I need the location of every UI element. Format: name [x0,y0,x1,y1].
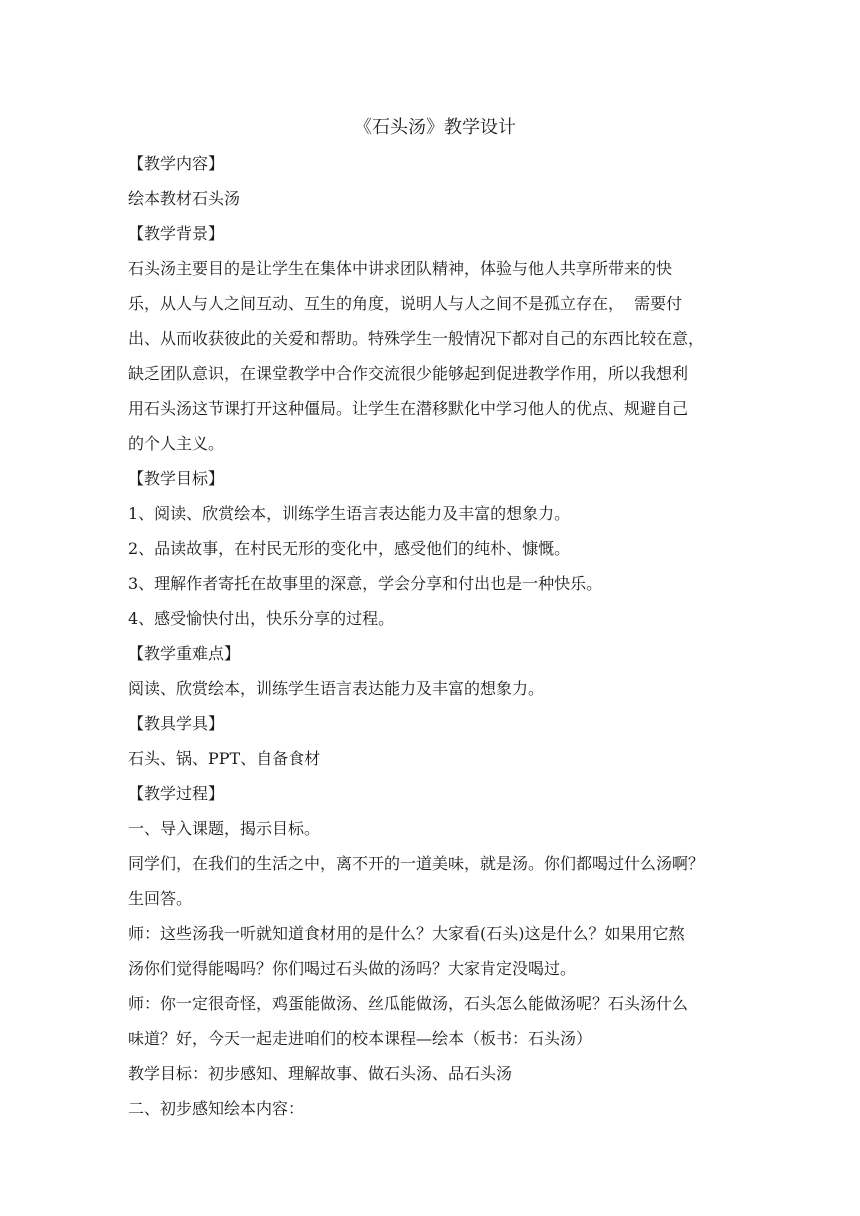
paragraph-line: 汤你们觉得能喝吗？你们喝过石头做的汤吗？大家肯定没喝过。 [128,959,577,978]
paragraph-line: 生回答。 [128,889,193,908]
paragraph-line: 同学们，在我们的生活之中，离不开的一道美味，就是汤。你们都喝过什么汤啊？ [128,854,705,873]
paragraph-line: 师：这些汤我一听就知道食材用的是什么？大家看(石头)这是什么？如果用它熬 [128,924,685,943]
heading-teaching-content: 【教学内容】 [128,154,225,173]
heading-teaching-background: 【教学背景】 [128,224,225,243]
paragraph-line: 师：你一定很奇怪，鸡蛋能做汤、丝瓜能做汤，石头怎么能做汤呢？石头汤什么 [128,994,689,1013]
background-line: 石头汤主要目的是让学生在集体中讲求团队精神，体验与他人共享所带来的快 [128,259,673,278]
step2-title: 二、初步感知绘本内容： [128,1099,305,1118]
background-line: 的个人主义。 [128,434,225,453]
step1-goal: 教学目标：初步感知、理解故事、做石头汤、品石头汤 [128,1064,513,1083]
key-points-text: 阅读、欣赏绘本，训练学生语言表达能力及丰富的想象力。 [128,679,545,698]
goal-item: 4、感受愉快付出，快乐分享的过程。 [128,609,395,628]
step1-paragraph [128,916,742,986]
heading-teaching-process: 【教学过程】 [128,784,225,803]
step1-paragraph [128,846,742,916]
heading-materials: 【教具学具】 [128,714,225,733]
background-line: 出、从而收获彼此的关爱和帮助。特殊学生一般情况下都对自己的东西比较在意， [128,329,705,348]
heading-key-points: 【教学重难点】 [128,644,241,663]
document-title: 《石头汤》教学设计 [354,117,516,138]
goal-item: 2、品读故事，在村民无形的变化中，感受他们的纯朴、慷慨。 [128,539,571,558]
step1-paragraph [128,986,742,1056]
background-line: 乐，从人与人之间互动、互生的角度，说明人与人之间不是孤立存在， 需要付 [128,294,683,313]
background-line: 用石头汤这节课打开这种僵局。让学生在潜移默化中学习他人的优点、规避自己 [128,399,689,418]
teaching-background-paragraph [128,251,742,461]
teaching-content-text: 绘本教材石头汤 [128,189,241,208]
paragraph-line: 味道？好，今天一起走进咱们的校本课程—绘本（板书：石头汤） [128,1029,593,1048]
goal-item: 1、阅读、欣赏绘本，训练学生语言表达能力及丰富的想象力。 [128,504,571,523]
heading-teaching-goals: 【教学目标】 [128,469,225,488]
step1-title: 一、导入课题，揭示目标。 [128,819,321,838]
materials-text: 石头、锅、PPT、自备食材 [128,749,321,768]
document-body [128,113,742,1126]
goal-item: 3、理解作者寄托在故事里的深意，学会分享和付出也是一种快乐。 [128,574,603,593]
background-line: 缺乏团队意识，在课堂教学中合作交流很少能够起到促进教学作用，所以我想利 [128,364,689,383]
